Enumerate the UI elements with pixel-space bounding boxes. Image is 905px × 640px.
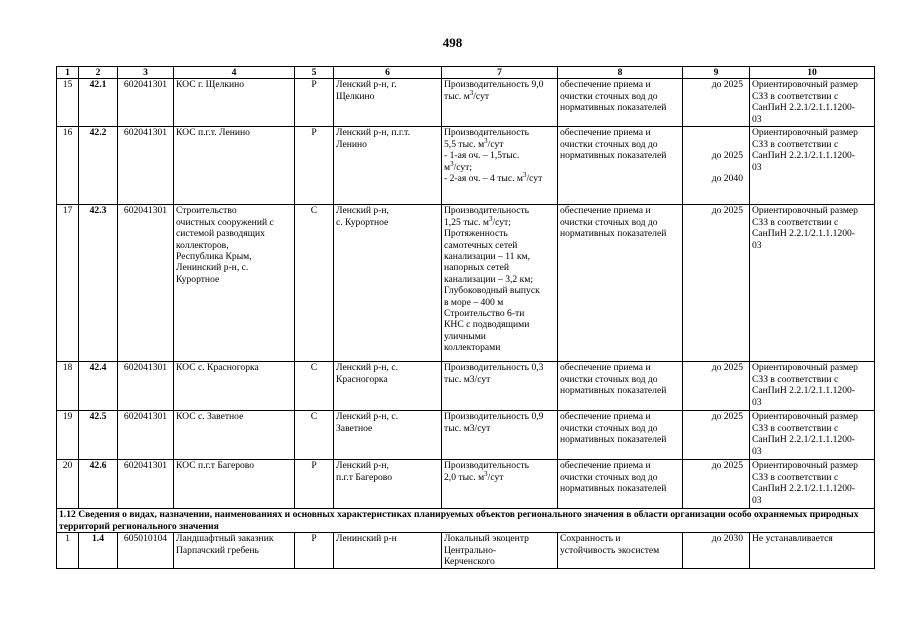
sanitary-zone-line: СанПиН 2.2.1/2.1.1.1200- [752,434,856,446]
object-name-line: КОС с. Заветное [176,411,244,423]
sanitary-zone-line: 03 [752,494,762,506]
term: до 2025 [711,79,743,91]
sanitary-zone-cell [750,411,875,460]
location-cell [334,362,442,411]
characteristics-line: $м^3$/сут; [444,159,473,173]
object-name-cell [174,79,295,127]
status: С [310,411,318,423]
section-row [57,509,875,533]
purpose-line: обеспечение приема и [560,205,651,217]
location-line: Красногорка [336,373,388,385]
purpose-cell [558,362,683,411]
characteristics-cell [442,460,558,509]
location-cell [334,460,442,509]
col-header: 6 [334,67,442,79]
sanitary-zone-line: СЗЗ в соответствии с [752,422,839,434]
sanitary-zone-cell [750,127,875,205]
status-cell [295,205,334,362]
purpose-cell [558,411,683,460]
location-line: Ленский р-н, [336,460,389,472]
sanitary-zone-line: Ориентировочный размер [752,460,858,472]
row-number: 19 [62,411,73,423]
term-cell [683,362,750,411]
object-name-line: КОС п.г.т. Ленино [176,127,250,139]
characteristics-cell [442,205,558,362]
location-line: Ленский р-н, п.г.т. [336,127,410,139]
object-name-line: КОС п.г.т Багерово [176,460,255,472]
characteristics-line: Производительность 0,9 [444,411,544,423]
col-header: 1 [57,67,79,79]
status-cell [295,127,334,205]
characteristics-line: самотечных сетей [444,239,518,251]
characteristics-line: Производительность [444,460,530,472]
col-header: 5 [295,67,334,79]
location-line: Ленино [336,138,367,150]
sanitary-zone-line: СанПиН 2.2.1/2.1.1.1200- [752,150,856,162]
location-cell [334,127,442,205]
object-code: 42.1 [89,79,107,91]
oktmo-cell [118,127,174,205]
status-cell [295,362,334,411]
table-row [57,411,875,460]
characteristics-line: Протяженность [444,228,508,240]
purpose-line: нормативных показателей [560,483,667,495]
characteristics-line: Производительность 0,3 [444,362,544,374]
sanitary-zone-cell [750,533,875,569]
sanitary-zone-line: 03 [752,113,762,125]
col-header: 8 [558,67,683,79]
row-number-cell [57,127,79,205]
status-cell [295,79,334,127]
characteristics-line: - 2-ая оч. – 4 тыс. $м^3$/сут [444,170,543,185]
location-line: Ленинский р-н [336,533,397,545]
object-name-line: Курортное [176,273,220,285]
purpose-line: обеспечение приема и [560,362,651,374]
location-cell [334,533,442,569]
location-line: Ленский р-н, [336,205,389,217]
column-number-row [57,67,875,79]
sanitary-zone-cell [750,79,875,127]
location-cell [334,205,442,362]
sanitary-zone-line: СЗЗ в соответствии с [752,216,839,228]
characteristics-cell [442,79,558,127]
sanitary-zone-line: СанПиН 2.2.1/2.1.1.1200- [752,385,856,397]
purpose-line: обеспечение приема и [560,127,651,139]
characteristics-line: уличными [444,330,486,342]
object-name-cell [174,362,295,411]
purpose-line: очистки сточных вод до [560,471,658,483]
location-line: Ленский р-н, с. [336,411,398,423]
sanitary-zone-cell [750,460,875,509]
characteristics-line: в море – 400 м [444,296,504,308]
sanitary-zone-line: Не устанавливается [752,533,833,545]
col-header: 4 [174,67,295,79]
oktmo-code: 602041301 [123,411,168,423]
sanitary-zone-line: Ориентировочный размер [752,362,858,374]
object-code: 1.4 [92,533,104,545]
sanitary-zone-line: 03 [752,396,762,408]
sanitary-zone-line: 03 [752,445,762,457]
sanitary-zone-line: Ориентировочный размер [752,205,858,217]
status-cell [295,460,334,509]
location-line: Ленский р-н, с. [336,362,398,374]
status: Р [311,533,317,545]
object-code-cell [79,362,118,411]
term: до 2025 [711,460,743,472]
location-line: с. Курортное [336,216,389,228]
col-header: 10 [750,67,875,79]
sanitary-zone-line: СЗЗ в соответствии с [752,373,839,385]
characteristics-line: канализации – 3,2 км; [444,273,534,285]
status: С [310,205,318,217]
characteristics-line: 2,0 тыс. $м^3$/сут [444,469,504,483]
purpose-line: нормативных показателей [560,150,667,162]
oktmo-cell [118,533,174,569]
sanitary-zone-line: Ориентировочный размер [752,79,858,91]
characteristics-line: 1,25 тыс. $м^3$/сут; [444,214,511,228]
sanitary-zone-line: СанПиН 2.2.1/2.1.1.1200- [752,102,856,114]
row-number: 1 [65,533,70,545]
oktmo-cell [118,79,174,127]
object-name-line: системой разводящих [176,228,265,240]
object-code: 42.5 [89,411,107,423]
term: до 2040 [711,172,743,184]
term-cell [683,79,750,127]
characteristics-line: 5,5 тыс. $м^3$/сут [444,136,504,150]
purpose-line: устойчивость экосистем [560,544,660,556]
sanitary-zone-line: СЗЗ в соответствии с [752,138,839,150]
purpose-cell [558,460,683,509]
sanitary-zone-line: СанПиН 2.2.1/2.1.1.1200- [752,228,856,240]
table-row [57,533,875,569]
sanitary-zone-line: Ориентировочный размер [752,411,858,423]
purpose-line: нормативных показателей [560,434,667,446]
purpose-line: Сохранность и [560,533,621,545]
page-number: 498 [442,35,463,50]
purpose-line: нормативных показателей [560,102,667,114]
oktmo-code: 602041301 [123,362,168,374]
characteristics-cell [442,533,558,569]
object-code-cell [79,205,118,362]
row-number: 18 [62,362,73,374]
status: С [310,362,318,374]
row-number: 20 [62,460,73,472]
row-number-cell [57,79,79,127]
characteristics-line: Керченского [444,556,495,568]
object-name-line: КОС с. Красногорка [176,362,259,374]
object-code-cell [79,460,118,509]
purpose-line: очистки сточных вод до [560,422,658,434]
characteristics-line: Глубоководный выпуск [444,285,540,297]
row-number-cell [57,533,79,569]
term: до 2025 [711,411,743,423]
characteristics-cell [442,127,558,205]
location-cell [334,79,442,127]
characteristics-line: Локальный экоцентр [444,533,529,545]
oktmo-code: 602041301 [123,205,168,217]
oktmo-code: 602041301 [123,127,168,139]
object-name-cell [174,205,295,362]
object-name-line: КОС г. Щелкино [176,79,245,91]
characteristics-line: Центрально- [444,544,497,556]
characteristics-cell [442,411,558,460]
purpose-line: обеспечение приема и [560,79,651,91]
characteristics-line: канализации – 11 км, [444,251,530,263]
oktmo-cell [118,411,174,460]
row-number-cell [57,460,79,509]
object-name-line: Ландшафтный заказник [176,533,274,545]
purpose-line: очистки сточных вод до [560,373,658,385]
status-cell [295,411,334,460]
term-cell [683,127,750,205]
row-number: 15 [62,79,73,91]
object-code-cell [79,533,118,569]
purpose-line: очистки сточных вод до [560,216,658,228]
status: Р [311,460,317,472]
row-number-cell [57,411,79,460]
term-cell [683,533,750,569]
object-name-cell [174,460,295,509]
location-line: Ленский р-н, г. [336,79,397,91]
section-heading: 1.12 Сведения о видах, назначении, наименованиях и основных характеристиках планируемых объектов регионального значения в области организации особо охраняемых природных территорий регионального значения [57,509,875,533]
sanitary-zone-line: 03 [752,239,762,251]
term: до 2030 [711,533,743,545]
oktmo-code: 602041301 [123,460,168,472]
sanitary-zone-line: СЗЗ в соответствии с [752,90,839,102]
oktmo-code: 605010104 [123,533,168,545]
characteristics-line: КНС с подводящими [444,319,530,331]
table-row [57,205,875,362]
object-name-line: Республика Крым, [176,251,252,263]
sanitary-zone-cell [750,362,875,411]
characteristics-cell [442,362,558,411]
purpose-line: очистки сточных вод до [560,138,658,150]
characteristics-line: - 1-ая оч. – 1,5тыс. [444,150,520,162]
purpose-line: обеспечение приема и [560,411,651,423]
oktmo-cell [118,460,174,509]
object-name-line: Строительство [176,205,237,217]
col-header: 9 [683,67,750,79]
location-cell [334,411,442,460]
oktmo-cell [118,362,174,411]
sanitary-zone-cell [750,205,875,362]
characteristics-line: тыс. м3/сут [444,373,491,385]
table-body [57,67,875,569]
status: Р [311,79,317,91]
col-header: 7 [442,67,558,79]
status-cell [295,533,334,569]
characteristics-line: Производительность [444,127,530,139]
purpose-cell [558,79,683,127]
object-code-cell [79,79,118,127]
row-number-cell [57,362,79,411]
object-name-line: Ленинский р-н, с. [176,262,249,274]
table-row [57,79,875,127]
object-name-line: коллекторов, [176,239,229,251]
sanitary-zone-line: СЗЗ в соответствии с [752,471,839,483]
purpose-line: очистки сточных вод до [560,90,658,102]
oktmo-cell [118,205,174,362]
location-line: Заветное [336,422,373,434]
location-line: Щелкино [336,90,375,102]
object-code: 42.2 [89,127,107,139]
row-number: 16 [62,127,73,139]
table-row [57,460,875,509]
purpose-cell [558,127,683,205]
characteristics-line: Производительность 9,0 [444,79,544,91]
object-name-cell [174,127,295,205]
purpose-line: нормативных показателей [560,228,667,240]
characteristics-line: напорных сетей [444,262,509,274]
sanitary-zone-line: 03 [752,161,762,173]
purpose-line: нормативных показателей [560,385,667,397]
object-code: 42.6 [89,460,107,472]
term-cell [683,411,750,460]
object-code: 42.3 [89,205,107,217]
object-code-cell [79,411,118,460]
purpose-line: обеспечение приема и [560,460,651,472]
object-name-line: Парпачский гребень [176,544,259,556]
col-header: 2 [79,67,118,79]
object-code-cell [79,127,118,205]
characteristics-line: тыс. $м^3$/сут [444,88,490,102]
term: до 2025 [711,205,743,217]
characteristics-line: тыс. м3/сут [444,422,491,434]
object-name-cell [174,411,295,460]
table-row [57,362,875,411]
location-line: п.г.т Багерово [336,471,393,483]
term: до 2025 [711,362,743,374]
characteristics-line: Производительность [444,205,530,217]
sanitary-zone-line: СанПиН 2.2.1/2.1.1.1200- [752,483,856,495]
oktmo-code: 602041301 [123,79,168,91]
characteristics-line: коллекторами [444,342,501,354]
register-table [56,66,875,569]
object-name-line: очистных сооружений с [176,216,274,228]
term: до 2025 [711,150,743,162]
characteristics-line: Строительство 6-ти [444,308,525,320]
row-number-cell [57,205,79,362]
term-cell [683,460,750,509]
object-code: 42.4 [89,362,107,374]
term-cell [683,205,750,362]
purpose-cell [558,533,683,569]
object-name-cell [174,533,295,569]
table-row [57,127,875,205]
status: Р [311,127,317,139]
row-number: 17 [62,205,73,217]
sanitary-zone-line: Ориентировочный размер [752,127,858,139]
col-header: 3 [118,67,174,79]
purpose-cell [558,205,683,362]
